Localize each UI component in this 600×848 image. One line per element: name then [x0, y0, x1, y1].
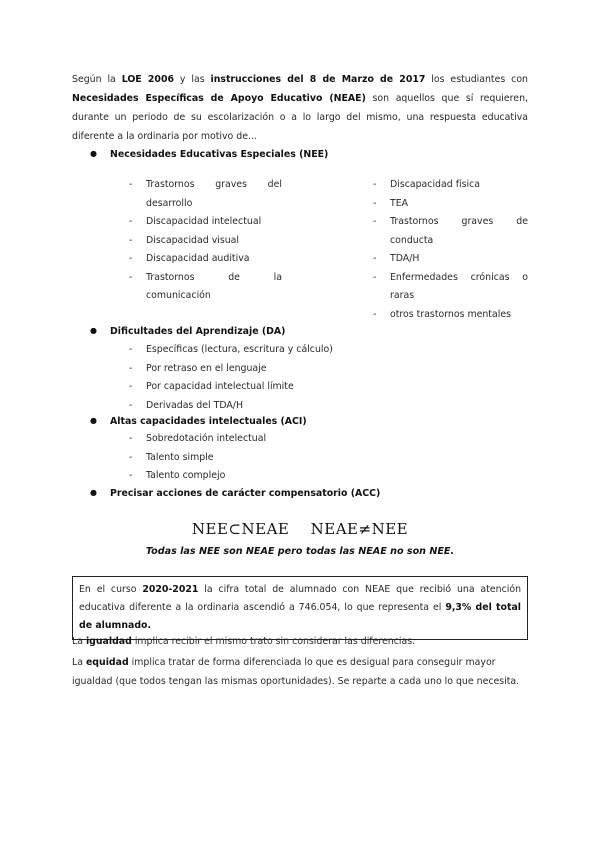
igualdad-text: La	[72, 636, 86, 647]
list-item: - Discapacidad visual	[146, 232, 282, 251]
equidad-text: La	[72, 657, 86, 668]
intro-neae: Necesidades Específicas de Apoyo Educativo (NEAE)	[72, 93, 366, 104]
list-item: - TEA	[390, 195, 528, 214]
intro-text: Según la	[72, 74, 122, 85]
list-item: - Discapacidad auditiva	[146, 250, 282, 269]
box-course: 2020-2021	[142, 584, 199, 595]
formula-right: NEAE≠NEE	[310, 520, 409, 538]
list-item: - Trastornos graves del desarrollo	[146, 176, 282, 213]
statistics-box	[72, 576, 528, 640]
nee-left-list	[146, 176, 282, 306]
igualdad-paragraph	[72, 632, 528, 651]
equidad-term: equidad	[85, 657, 129, 668]
list-item: - Por retraso en el lenguaje	[146, 360, 333, 379]
intro-loe: LOE 2006	[121, 74, 174, 85]
list-item: - Enfermedades crónicas o raras	[390, 269, 528, 306]
igualdad-term: igualdad	[85, 636, 132, 647]
nee-heading: ● Necesidades Educativas Especiales (NEE)	[90, 149, 328, 160]
formula-note: Todas las NEE son NEAE pero todas las NEAE no son NEE.	[145, 546, 455, 557]
formula-left: NEE⊂NEAE	[191, 520, 290, 538]
list-item: - Discapacidad intelectual	[146, 213, 282, 232]
box-percentage: 9,3% del total de alumnado.	[79, 602, 521, 631]
list-item: - TDA/H	[390, 250, 528, 269]
list-item: - Específicas (lectura, escritura y cálculo)	[146, 341, 333, 360]
list-item: - Talento simple	[146, 449, 266, 468]
nee-right-list	[390, 176, 528, 324]
intro-instrucciones: instrucciones del 8 de Marzo de 2017	[210, 74, 426, 85]
box-text: la cifra total de alumnado con NEAE que recibió una atención educativa diferente a la ordinaria ascendió a 746.054, lo que representa el	[79, 584, 522, 613]
list-item: - Sobredotación intelectual	[146, 430, 266, 449]
list-item: - Trastornos de la comunicación	[146, 269, 282, 306]
intro-text: y las	[174, 74, 211, 85]
list-item: - Discapacidad física	[390, 176, 528, 195]
intro-text: los estudiantes con	[425, 74, 528, 85]
da-heading: ● Dificultades del Aprendizaje (DA)	[90, 326, 285, 337]
list-item: - otros trastornos mentales	[390, 306, 528, 325]
aci-list	[146, 430, 266, 486]
acc-heading: ● Precisar acciones de carácter compensatorio (ACC)	[90, 488, 380, 499]
equidad-paragraph	[72, 653, 528, 691]
list-item: - Talento complejo	[146, 467, 266, 486]
intro-paragraph	[72, 70, 528, 146]
list-item: - Trastornos graves de conducta	[390, 213, 528, 250]
intro-text: son aquellos que sí requieren, durante un periodo de su escolarización o a lo largo del mismo, una respuesta educativa diferente a la ordinaria por motivo de...	[72, 93, 528, 142]
equidad-text: implica tratar de forma diferenciada lo que es desigual para conseguir mayor igualdad (que todos tengan las mismas oportunidades). Se reparte a cada uno lo que necesita.	[72, 657, 520, 687]
list-item: - Por capacidad intelectual límite	[146, 378, 333, 397]
igualdad-text: implica recibir el mismo trato sin considerar las diferencias.	[131, 636, 416, 647]
box-text: En el curso	[79, 584, 143, 595]
aci-heading: ● Altas capacidades intelectuales (ACI)	[90, 416, 307, 427]
formula	[0, 520, 600, 538]
da-list	[146, 341, 333, 415]
list-item: - Derivadas del TDA/H	[146, 397, 333, 416]
